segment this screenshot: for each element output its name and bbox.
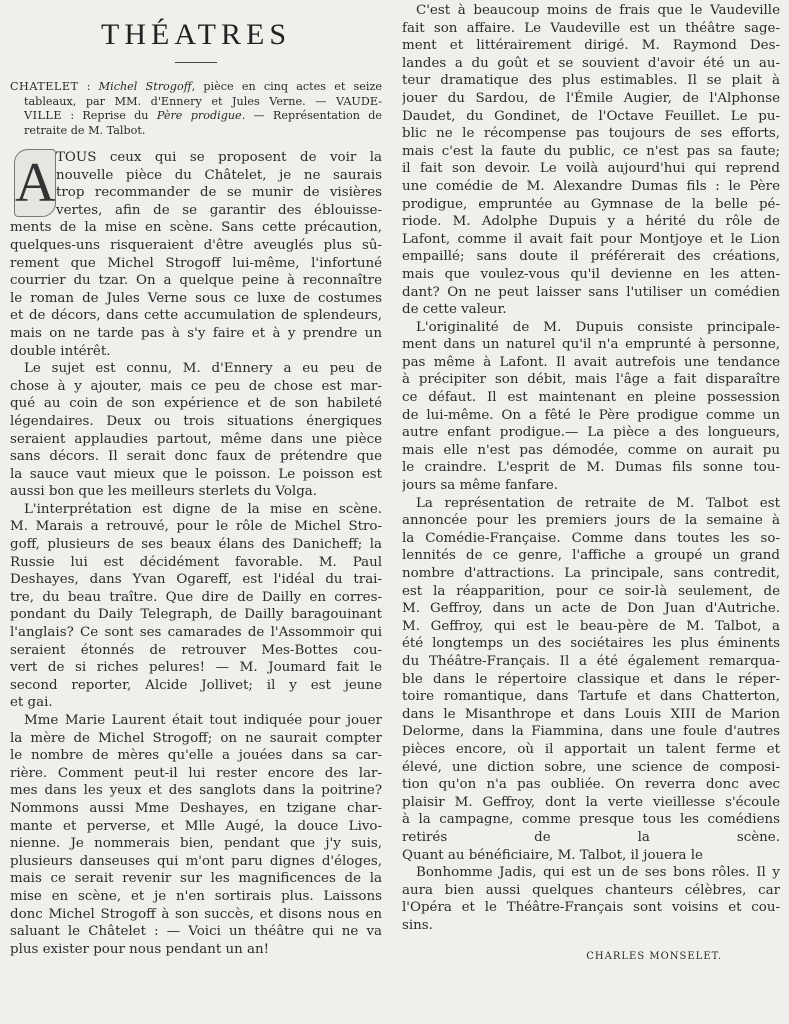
text-line: tion qu'on n'a pas oubliée. On reverra donc avec <box>402 777 780 793</box>
text-line: empaillé; sans doute il préférerait des créations, <box>402 249 780 265</box>
text-line: à précipiter son débit, mais l'âge a fait disparaître <box>402 372 780 388</box>
left-column <box>10 0 382 958</box>
text-line: du Théâtre-Français. Il a été également remarqua- <box>402 653 780 669</box>
text-line: la Comédie-Française. Comme dans toutes les so- <box>402 530 780 546</box>
text-line: de lui-même. On a fêté le Père prodigue comme un <box>402 407 780 423</box>
text-line: Le sujet est connu, M. d'Ennery a eu peu de <box>24 361 382 377</box>
text-line: ce défaut. Il est maintenant en pleine possession <box>402 390 780 406</box>
text-line: rière. Comment peut-il lui rester encore des lar- <box>10 765 382 781</box>
text-line: à la campagne, comme presque tous les comédiens <box>402 812 780 828</box>
text-line: chose à y ajouter, mais ce peu de chose est mar- <box>10 378 382 394</box>
text-line: Deshayes, dans Yvan Ogareff, est l'idéal du trai- <box>10 572 382 588</box>
text-line: trop recommander de se munir de visières <box>56 185 382 201</box>
text-line: prodigue, empruntée au Gymnase de la belle pé- <box>402 196 780 212</box>
text-line: plus exister pour nous pendant un an! <box>10 941 269 957</box>
text-line: l'Opéra et le Théâtre-Français sont voisins et cou- <box>402 900 780 916</box>
text-line: Mme Marie Laurent était tout indiquée pour jouer <box>24 713 382 728</box>
text-line: le nombre de mères qu'elle a jouées dans sa car- <box>10 748 382 764</box>
text-line: ble dans le répertoire classique et dans le réper- <box>402 671 780 687</box>
text-line: nouvelle pièce du Châtelet, je ne saurais <box>56 167 382 183</box>
article-summary <box>10 80 382 138</box>
text-line: retirés de la scène. <box>402 829 780 845</box>
text-line: blic ne le récompense pas toujours de ses efforts, <box>402 126 780 142</box>
text-line: pas même à Lafont. Il avait autrefois une tendance <box>402 354 780 370</box>
text-line: plaisir M. Geffroy, dont la verte vieillesse s'écoule <box>402 794 780 810</box>
text-line: second reporter, Alcide Jollivet; il y est jeune <box>10 677 382 693</box>
text-line: M. Geffroy, qui est le beau-père de M. Talbot, a <box>402 618 780 634</box>
text-line: L'interprétation est digne de la mise en scène. <box>24 501 382 517</box>
text-line: est la réapparition, pour ce soir-là seulement, de <box>402 583 780 599</box>
text-line: mise en scène, et je n'en sortirais plus. Laissons <box>10 888 382 904</box>
text-line: C'est à beaucoup moins de frais que le Vaudeville <box>416 3 780 18</box>
text-line: et de décors, dans cette accumulation de splendeurs, <box>10 308 382 324</box>
text-line: autre enfant prodigue.— La pièce a des longueurs, <box>402 425 780 441</box>
title-divider <box>175 62 217 63</box>
text-line: élevé, une diction sobre, une science de composi- <box>402 759 780 775</box>
text-line: il fait son devoir. Le voilà aujourd'hui qui reprend <box>402 161 780 177</box>
text-line: mes dans les yeux et des sanglots dans la poitrine? <box>10 783 382 799</box>
text-line: nienne. Je nommerais bien, pendant que j'y suis, <box>10 836 382 852</box>
text-line: M. Marais a retrouvé, pour le rôle de Michel Stro- <box>10 519 382 535</box>
text-line: mante et perverse, et Mlle Augé, la douce Livo- <box>10 818 382 834</box>
summary-line: retraite de M. Talbot. <box>24 123 146 137</box>
text-line: mais on ne tarde pas à s'y faire et à y prendre un <box>10 325 382 341</box>
text-line: légendaires. Deux ou trois situations énergiques <box>10 413 382 429</box>
text-line: mais c'est la faute du public, ce n'est pas sa faute; <box>402 143 780 159</box>
text-line: Bonhomme Jadis, qui est un de ses bons rôles. Il y <box>416 865 780 881</box>
text-line: l'anglais? Ce sont ses camarades de l'Assommoir qui <box>10 625 382 641</box>
text-line: annoncée pour les premiers jours de la semaine à <box>402 513 780 529</box>
text-line: ments de la mise en scène. Sans cette précaution, <box>10 220 382 236</box>
text-line: Daudet, du Gondinet, de l'Octave Feuillet. Le pu- <box>402 108 780 124</box>
text-line: riode. M. Adolphe Dupuis y a hérité du rôle de <box>402 214 780 230</box>
text-line: aura bien aussi quelques chanteurs célèbres, car <box>402 882 780 898</box>
text-line: la sauce vaut mieux que le poisson. Le poisson est <box>10 466 382 482</box>
text-line: Quant au bénéficiaire, M. Talbot, il jouera le <box>402 847 703 863</box>
text-line: aussi bon que les meilleurs sterlets du Volga. <box>10 484 318 500</box>
summary-line: tableaux, par MM. d'Ennery et Jules Verne. — VAUDE- <box>24 94 382 108</box>
text-line: Delorme, dans la Fiammina, dans une foule d'autres <box>402 724 780 740</box>
right-article-body <box>402 2 780 934</box>
text-line: sins. <box>402 917 433 933</box>
text-line: Russie lui est décidément favorable. M. Paul <box>10 554 382 570</box>
text-line: La représentation de retraite de M. Talbot est <box>416 495 780 511</box>
text-line: sans décors. Il serait donc faux de prétendre que <box>10 449 382 465</box>
text-line: goff, plusieurs de ses beaux élans des Danicheff; la <box>10 537 382 553</box>
page-title: THÉATRES <box>101 18 291 51</box>
text-line: nombre d'attractions. La principale, sans contredit, <box>402 566 780 581</box>
text-line: M. Geffroy, dans un acte de Don Juan d'Autriche. <box>402 601 780 617</box>
text-line: Lafont, comme il avait fait pour Montjoye et le Lion <box>402 231 780 247</box>
text-line: été longtemps un des sociétaires les plus éminents <box>402 636 780 652</box>
text-line: saluant le Châtelet : — Voici un théâtre qui ne va <box>10 924 382 940</box>
left-article-body <box>10 149 382 958</box>
text-line: double intérêt. <box>10 343 111 359</box>
text-line: pièces encore, où il apportait un talent ferme et <box>402 741 780 757</box>
text-line: jouer du Sardou, de l'Émile Augier, de l'Alphonse <box>402 90 780 106</box>
right-column <box>402 0 780 962</box>
text-line: plusieurs danseuses qui m'ont paru dignes d'éloges, <box>10 853 382 869</box>
text-line: Nommons aussi Mme Deshayes, en tzigane char- <box>10 800 382 816</box>
text-line: quelques-uns risqueraient d'être aveuglés plus sû- <box>10 237 382 253</box>
text-line: la mère de Michel Strogoff; on ne saurait compter <box>10 730 382 746</box>
text-line: landes a du goût et se souvient d'avoir été un au- <box>402 55 780 71</box>
text-line: qué au coin de son expérience et de son habileté <box>10 396 382 412</box>
text-line: mais elle n'est pas démodée, comme on aurait pu <box>402 442 780 458</box>
text-line: de cette valeur. <box>402 302 507 318</box>
text-line: fait son affaire. Le Vaudeville est un théâtre sage- <box>402 20 780 36</box>
drop-cap-ornament: A <box>14 149 56 217</box>
text-line: dans le Misanthrope et dans Louis XIII de Marion <box>402 706 780 722</box>
text-line: lennités de ce genre, l'affiche a groupé un grand <box>402 548 780 564</box>
author-signature: CHARLES MONSELET. <box>586 951 722 963</box>
text-line: dant? On ne peut laisser sans l'utiliser un comédien <box>402 284 780 300</box>
text-line: le craindre. L'esprit de M. Dumas fils sonne tou- <box>402 460 780 476</box>
text-line: ment dans un naturel qu'il n'a emprunté à personne, <box>402 337 780 353</box>
text-line: L'originalité de M. Dupuis consiste principale- <box>416 319 780 335</box>
text-line: une comédie de M. Alexandre Dumas fils : le Père <box>402 178 780 194</box>
text-line: TOUS ceux qui se proposent de voir la <box>56 150 382 165</box>
text-line: rement que Michel Strogoff lui-même, l'infortuné <box>10 255 382 271</box>
text-line: ment et littérairement dirigé. M. Raymond Des- <box>402 38 780 54</box>
text-line: courrier du tzar. On a quelque peine à reconnaître <box>10 273 382 289</box>
text-line: mais que voulez-vous qu'il devienne en les atten- <box>402 266 780 282</box>
text-line: vertes, afin de se garantir des éblouisse- <box>56 202 382 218</box>
summary-line: CHATELET : Michel Strogoff, pièce en cinq actes et seize <box>10 80 382 93</box>
text-line: mais ce serait revenir sur les magnificences de la <box>10 871 382 887</box>
summary-line: VILLE : Reprise du Père prodigue. — Représentation de <box>24 109 382 122</box>
text-line: jours sa même fanfare. <box>402 478 559 494</box>
text-line: teur dramatique des plus estimables. Il se plait à <box>402 73 780 89</box>
text-line: pondant du Daily Telegraph, de Dailly baragouinant <box>10 607 382 623</box>
text-line: et gai. <box>10 695 53 711</box>
text-line: tre, du beau traître. Que dire de Dailly en corres- <box>10 589 382 605</box>
text-line: seraient étonnés de retrouver Mes-Bottes cou- <box>10 642 382 658</box>
text-line: donc Michel Strogoff à son succès, et disons nous en <box>10 906 382 922</box>
text-line: le roman de Jules Verne sous ce luxe de costumes <box>10 290 382 306</box>
text-line: vert de si riches pelures! — M. Joumard fait le <box>10 660 382 676</box>
text-line: seraient applaudies partout, même dans une pièce <box>10 431 382 447</box>
text-line: toire romantique, dans Tartufe et dans Chatterton, <box>402 689 780 705</box>
